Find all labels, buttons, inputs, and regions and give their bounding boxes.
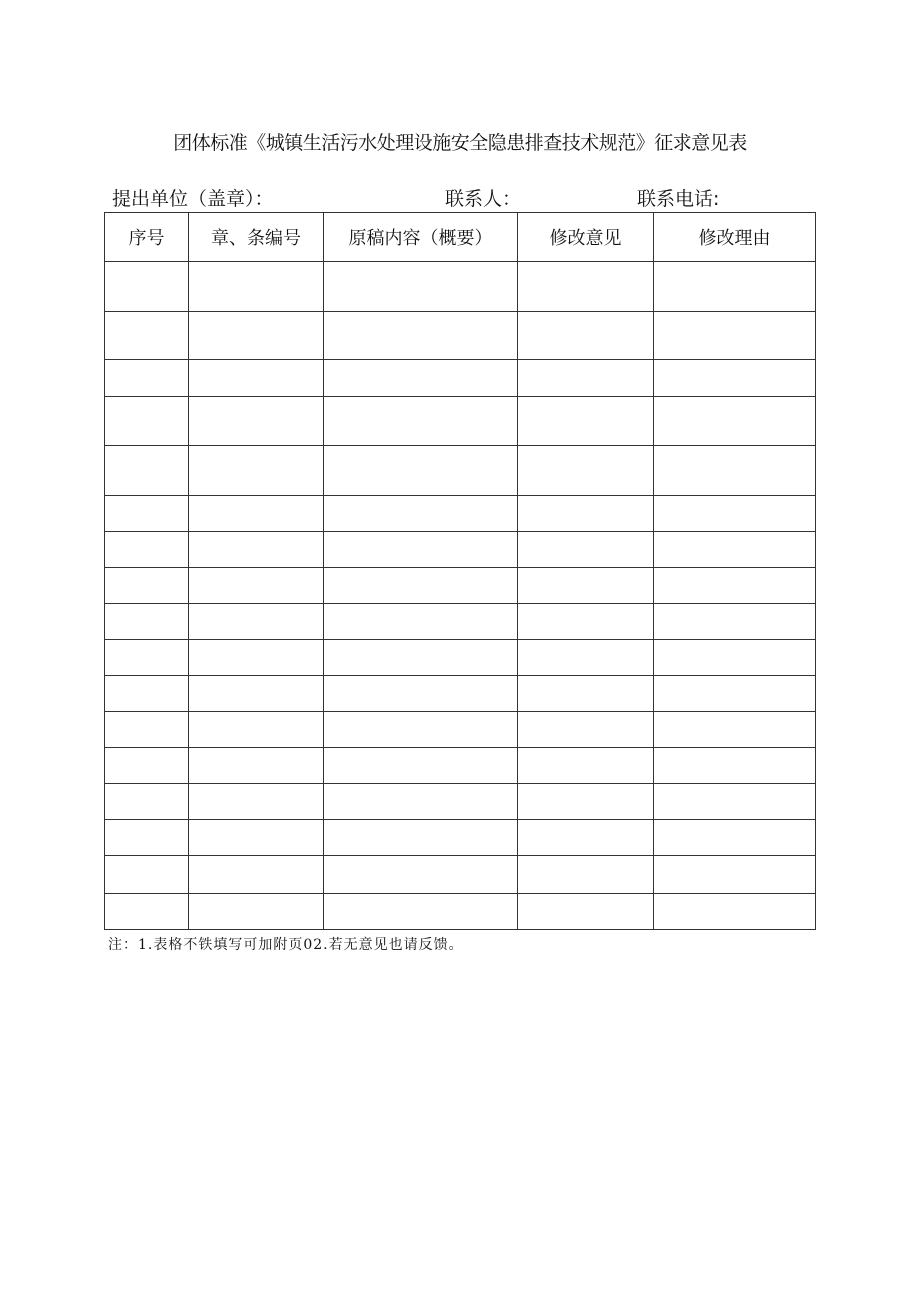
- cell-original-content[interactable]: [324, 712, 518, 748]
- cell-revision-reason[interactable]: [654, 568, 816, 604]
- cell-original-content[interactable]: [324, 360, 518, 397]
- cell-original-content[interactable]: [324, 856, 518, 894]
- cell-serial-number[interactable]: [105, 856, 189, 894]
- table-row: [105, 568, 816, 604]
- cell-original-content[interactable]: [324, 604, 518, 640]
- header-clause-number: 章、条编号: [189, 213, 324, 262]
- cell-clause-number[interactable]: [189, 360, 324, 397]
- cell-revision-reason[interactable]: [654, 784, 816, 820]
- cell-original-content[interactable]: [324, 532, 518, 568]
- cell-revision-opinion[interactable]: [518, 894, 654, 930]
- table-row: [105, 784, 816, 820]
- submitting-unit-label: 提出单位（盖章）：: [112, 188, 274, 210]
- cell-revision-reason[interactable]: [654, 496, 816, 532]
- cell-serial-number[interactable]: [105, 568, 189, 604]
- page-title: 团体标准《城镇生活污水处理设施安全隐患排查技术规范》征求意见表: [173, 132, 747, 154]
- cell-serial-number[interactable]: [105, 532, 189, 568]
- header-revision-reason: 修改理由: [654, 213, 816, 262]
- header-serial-number: 序号: [105, 213, 189, 262]
- cell-revision-reason[interactable]: [654, 312, 816, 360]
- cell-revision-reason[interactable]: [654, 446, 816, 496]
- cell-original-content[interactable]: [324, 312, 518, 360]
- cell-serial-number[interactable]: [105, 712, 189, 748]
- cell-clause-number[interactable]: [189, 532, 324, 568]
- cell-clause-number[interactable]: [189, 894, 324, 930]
- cell-original-content[interactable]: [324, 262, 518, 312]
- table-row: [105, 312, 816, 360]
- cell-original-content[interactable]: [324, 568, 518, 604]
- cell-revision-opinion[interactable]: [518, 676, 654, 712]
- cell-revision-opinion[interactable]: [518, 532, 654, 568]
- cell-revision-reason[interactable]: [654, 820, 816, 856]
- cell-serial-number[interactable]: [105, 312, 189, 360]
- table-row: [105, 894, 816, 930]
- cell-original-content[interactable]: [324, 397, 518, 446]
- cell-clause-number[interactable]: [189, 568, 324, 604]
- header-revision-opinion: 修改意见: [518, 213, 654, 262]
- table-row: [105, 712, 816, 748]
- cell-clause-number[interactable]: [189, 676, 324, 712]
- table-row: [105, 676, 816, 712]
- cell-revision-opinion[interactable]: [518, 446, 654, 496]
- cell-original-content[interactable]: [324, 446, 518, 496]
- cell-revision-reason[interactable]: [654, 640, 816, 676]
- table-row: [105, 397, 816, 446]
- table-row: [105, 820, 816, 856]
- cell-clause-number[interactable]: [189, 640, 324, 676]
- cell-revision-opinion[interactable]: [518, 784, 654, 820]
- cell-revision-reason[interactable]: [654, 262, 816, 312]
- table-row: [105, 262, 816, 312]
- cell-revision-reason[interactable]: [654, 397, 816, 446]
- cell-clause-number[interactable]: [189, 312, 324, 360]
- header-original-content: 原稿内容（概要）: [324, 213, 518, 262]
- cell-revision-reason[interactable]: [654, 712, 816, 748]
- cell-clause-number[interactable]: [189, 262, 324, 312]
- cell-revision-reason[interactable]: [654, 748, 816, 784]
- cell-revision-reason[interactable]: [654, 676, 816, 712]
- cell-revision-opinion[interactable]: [518, 604, 654, 640]
- cell-serial-number[interactable]: [105, 640, 189, 676]
- cell-clause-number[interactable]: [189, 784, 324, 820]
- table-row: [105, 360, 816, 397]
- cell-original-content[interactable]: [324, 820, 518, 856]
- cell-revision-reason[interactable]: [654, 894, 816, 930]
- cell-original-content[interactable]: [324, 640, 518, 676]
- table-header-row: [105, 213, 816, 262]
- cell-original-content[interactable]: [324, 676, 518, 712]
- cell-serial-number[interactable]: [105, 820, 189, 856]
- cell-clause-number[interactable]: [189, 604, 324, 640]
- cell-original-content[interactable]: [324, 894, 518, 930]
- cell-revision-opinion[interactable]: [518, 712, 654, 748]
- cell-serial-number[interactable]: [105, 604, 189, 640]
- cell-serial-number[interactable]: [105, 496, 189, 532]
- cell-revision-opinion[interactable]: [518, 262, 654, 312]
- contact-person-label: 联系人：: [445, 188, 522, 210]
- cell-serial-number[interactable]: [105, 446, 189, 496]
- cell-clause-number[interactable]: [189, 496, 324, 532]
- cell-revision-reason[interactable]: [654, 856, 816, 894]
- cell-revision-opinion[interactable]: [518, 568, 654, 604]
- cell-revision-reason[interactable]: [654, 360, 816, 397]
- cell-serial-number[interactable]: [105, 676, 189, 712]
- feedback-table: [104, 212, 816, 930]
- cell-revision-opinion[interactable]: [518, 856, 654, 894]
- table-row: [105, 640, 816, 676]
- cell-clause-number[interactable]: [189, 712, 324, 748]
- table-row: [105, 604, 816, 640]
- cell-revision-opinion[interactable]: [518, 496, 654, 532]
- footnote: 注：1.表格不铁填写可加附页02.若无意见也请反馈。: [108, 937, 464, 953]
- cell-revision-opinion[interactable]: [518, 397, 654, 446]
- table-row: [105, 496, 816, 532]
- cell-original-content[interactable]: [324, 748, 518, 784]
- cell-clause-number[interactable]: [189, 856, 324, 894]
- contact-phone-label: 联系电话:: [637, 188, 720, 210]
- cell-revision-reason[interactable]: [654, 604, 816, 640]
- cell-clause-number[interactable]: [189, 446, 324, 496]
- cell-serial-number[interactable]: [105, 748, 189, 784]
- cell-serial-number[interactable]: [105, 360, 189, 397]
- cell-serial-number[interactable]: [105, 784, 189, 820]
- table-row: [105, 856, 816, 894]
- table-row: [105, 748, 816, 784]
- cell-revision-opinion[interactable]: [518, 312, 654, 360]
- cell-revision-opinion[interactable]: [518, 748, 654, 784]
- submitter-info-row: [0, 184, 920, 210]
- cell-revision-opinion[interactable]: [518, 640, 654, 676]
- cell-serial-number[interactable]: [105, 894, 189, 930]
- cell-revision-reason[interactable]: [654, 532, 816, 568]
- cell-serial-number[interactable]: [105, 262, 189, 312]
- cell-serial-number[interactable]: [105, 397, 189, 446]
- cell-revision-opinion[interactable]: [518, 360, 654, 397]
- cell-clause-number[interactable]: [189, 820, 324, 856]
- table-row: [105, 446, 816, 496]
- cell-revision-opinion[interactable]: [518, 820, 654, 856]
- cell-original-content[interactable]: [324, 784, 518, 820]
- cell-clause-number[interactable]: [189, 397, 324, 446]
- cell-original-content[interactable]: [324, 496, 518, 532]
- table-row: [105, 532, 816, 568]
- cell-clause-number[interactable]: [189, 748, 324, 784]
